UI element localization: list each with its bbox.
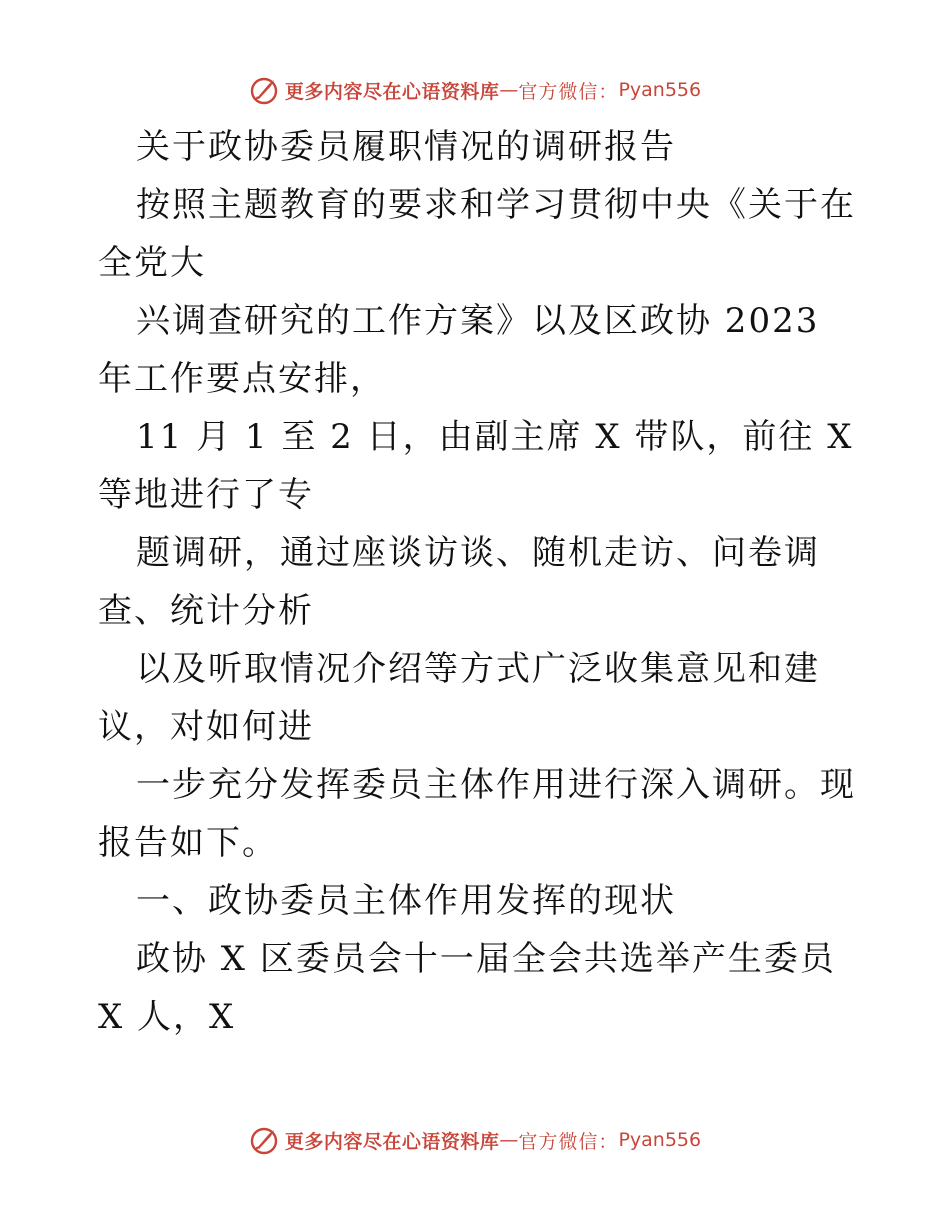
paragraph: 按照主题教育的要求和学习贯彻中央《关于在全党大 <box>98 185 856 283</box>
pen-logo-icon <box>249 74 281 106</box>
banner-account: Pyan556 <box>618 1129 702 1151</box>
pen-logo-icon <box>249 1124 281 1156</box>
banner-wechat-label: 官方微信： <box>518 80 619 103</box>
paragraph: 一步充分发挥委员主体作用进行深入调研。现报告如下。 <box>98 765 856 863</box>
banner-dash: — <box>499 1129 519 1151</box>
banner-wechat-label: 官方微信： <box>518 1130 619 1153</box>
banner-brand: 更多内容尽在心语资料库 <box>284 1130 500 1153</box>
paragraph: 兴调查研究的工作方案》以及区政协 2023 年工作要点安排， <box>98 301 820 399</box>
paragraph: 11 月 1 至 2 日，由副主席 X 带队，前往 X 等地进行了专 <box>98 417 854 515</box>
paragraph: 题调研，通过座谈访谈、随机走访、问卷调查、统计分析 <box>98 533 820 631</box>
section-heading: 一、政协委员主体作用发挥的现状 <box>136 881 676 921</box>
header-banner <box>0 70 950 110</box>
document-title: 关于政协委员履职情况的调研报告 <box>136 127 676 167</box>
banner-account: Pyan556 <box>618 79 702 101</box>
banner-brand: 更多内容尽在心语资料库 <box>284 80 500 103</box>
paragraph: 政协 X 区委员会十一届全会共选举产生委员 X 人，X <box>98 939 836 1037</box>
footer-banner <box>0 1120 950 1160</box>
banner-dash: — <box>499 79 519 101</box>
document-body <box>98 118 858 1046</box>
paragraph: 以及听取情况介绍等方式广泛收集意见和建议，对如何进 <box>98 649 820 747</box>
